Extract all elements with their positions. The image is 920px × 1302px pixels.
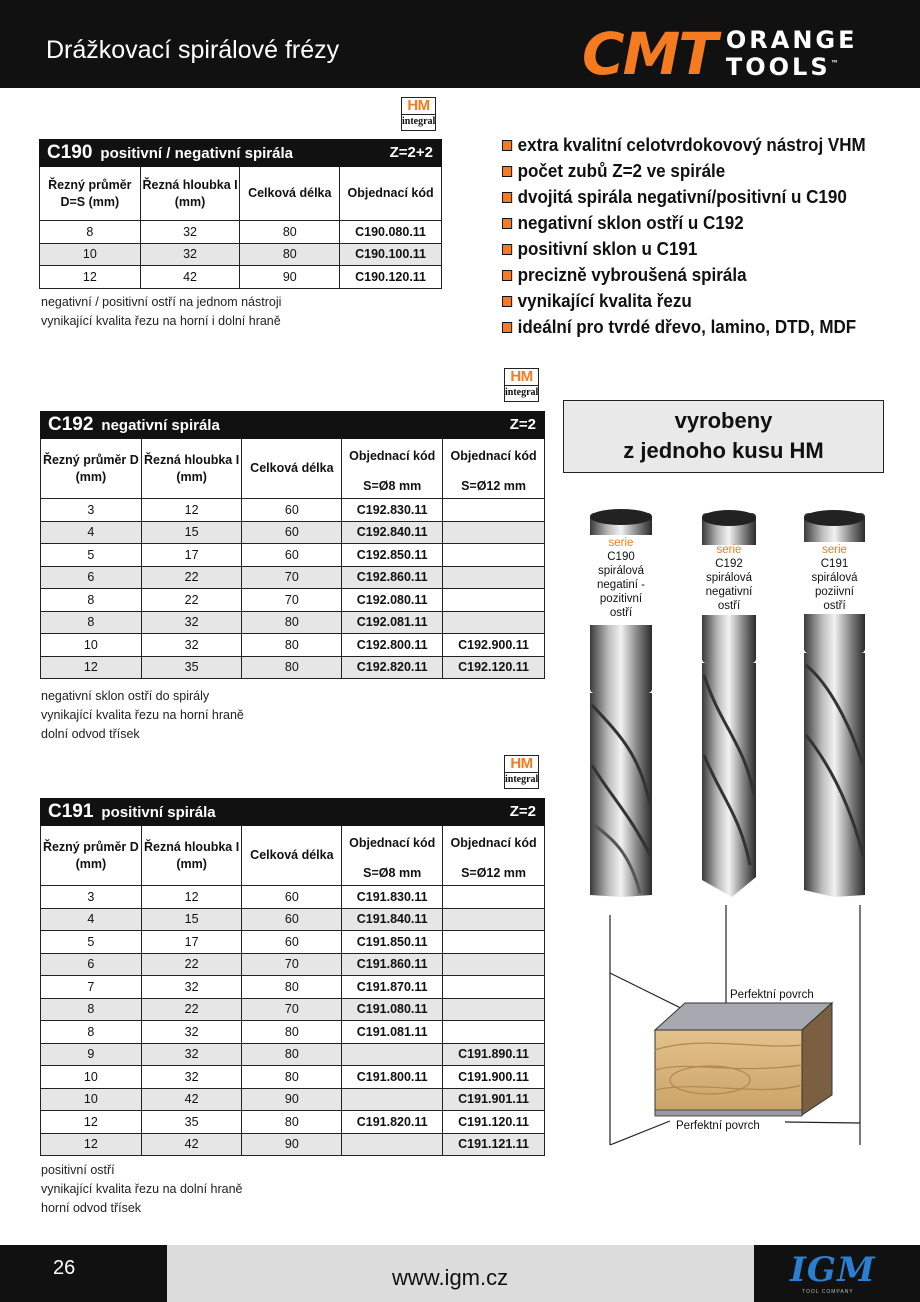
table-cell: 80 — [242, 656, 342, 679]
table-row — [41, 589, 545, 612]
bullet-square-icon — [502, 192, 512, 203]
table-cell: 90 — [242, 1088, 342, 1111]
table-row — [41, 1066, 545, 1089]
table-cell: 12 — [141, 886, 242, 909]
hm-integral-badge: HM integral — [401, 97, 436, 131]
bullet-square-icon — [502, 244, 512, 255]
igm-logo: IGM — [790, 1250, 876, 1290]
table-cell: 80 — [242, 634, 342, 657]
table-cell: 80 — [240, 221, 340, 244]
feature-item: precizně vybroušená spirála — [502, 262, 866, 288]
table-cell — [342, 1088, 443, 1111]
igm-logo-sub: TOOL COMPANY — [802, 1289, 854, 1295]
col-header: Celková délka — [242, 826, 342, 886]
col-header: Řezná hloubka I (mm) — [141, 439, 242, 499]
shank-header: S=Ø8 mm — [342, 475, 443, 499]
table-cell — [443, 998, 545, 1021]
table-cell — [443, 566, 545, 589]
table-cell: 12 — [41, 1133, 142, 1156]
table-cell: 60 — [242, 908, 342, 931]
table-cell: C192.800.11 — [342, 634, 443, 657]
bullet-square-icon — [502, 140, 512, 151]
table-row — [41, 1021, 545, 1044]
col-header: Řezný průměr D (mm) — [41, 439, 142, 499]
table-cell — [443, 499, 545, 522]
table-cell: 6 — [41, 953, 142, 976]
table-cell: 32 — [141, 1021, 242, 1044]
page-header — [0, 0, 920, 88]
wood-block — [655, 1003, 832, 1116]
table-row — [41, 499, 545, 522]
table-cell: C192.081.11 — [342, 611, 443, 634]
table-cell: 17 — [141, 544, 242, 567]
table-cell: 15 — [141, 908, 242, 931]
surface-bottom-label: Perfektní povrch — [676, 1120, 760, 1132]
footer-url-block — [167, 1245, 754, 1302]
table-cell: C192.850.11 — [342, 544, 443, 567]
table-cell: 80 — [242, 976, 342, 999]
table-cell: 60 — [242, 931, 342, 954]
c192-table — [40, 411, 545, 679]
col-header: Celková délka — [242, 439, 342, 499]
col-header: Objednací kód — [342, 439, 443, 475]
table-cell: C191.890.11 — [443, 1043, 545, 1066]
table-cell — [443, 589, 545, 612]
table-cell: 22 — [141, 566, 242, 589]
table-cell: 35 — [141, 656, 242, 679]
feature-item: extra kvalitní celotvrdokovový nástroj VHM — [502, 132, 866, 158]
tool-label-c191: serie C191 spirálová poziivní ostří — [811, 544, 858, 612]
table-cell: 80 — [242, 611, 342, 634]
col-header: Objednací kód — [342, 826, 443, 862]
table-cell: C192.860.11 — [342, 566, 443, 589]
table-cell: 42 — [140, 266, 240, 289]
cmt-logo-sub — [725, 26, 858, 81]
footer-page-block — [0, 1245, 167, 1302]
col-header: Řezná hloubka I (mm) — [141, 826, 242, 886]
table-cell: 60 — [242, 521, 342, 544]
table-cell: C191.870.11 — [342, 976, 443, 999]
table-cell: C192.900.11 — [443, 634, 545, 657]
table-cell: 32 — [141, 1043, 242, 1066]
table-cell — [342, 1043, 443, 1066]
shank-header: S=Ø12 mm — [443, 862, 545, 886]
table-cell — [443, 931, 545, 954]
table-row — [41, 1043, 545, 1066]
table-cell: 32 — [141, 1066, 242, 1089]
table-row — [41, 886, 545, 909]
c191-table — [40, 798, 545, 1156]
table-cell: C191.900.11 — [443, 1066, 545, 1089]
table-row — [41, 931, 545, 954]
table-row — [41, 953, 545, 976]
col-header: Řezný průměr D (mm) — [41, 826, 142, 886]
hm-integral-badge: HM integral — [504, 368, 539, 402]
table-cell — [443, 1021, 545, 1044]
table-cell: 32 — [141, 976, 242, 999]
feature-item: ideální pro tvrdé dřevo, lamino, DTD, MDF — [502, 314, 866, 340]
table-cell: 3 — [41, 499, 142, 522]
bullet-square-icon — [502, 218, 512, 229]
table-cell: 32 — [141, 611, 242, 634]
table-cell: C192.840.11 — [342, 521, 443, 544]
table-row — [41, 611, 545, 634]
col-header: Objednací kód — [340, 167, 442, 221]
shank-header: S=Ø8 mm — [342, 862, 443, 886]
bullet-square-icon — [502, 296, 512, 307]
table-cell: 3 — [41, 886, 142, 909]
table-row — [40, 266, 442, 289]
feature-item: positivní sklon u C191 — [502, 236, 866, 262]
table-cell: 8 — [41, 589, 142, 612]
feature-list — [502, 132, 897, 340]
cmt-logo-tools: TOOLS™ — [725, 53, 839, 81]
table-cell: 17 — [141, 931, 242, 954]
table-cell: 10 — [40, 243, 141, 266]
cmt-logo-word: CMT — [582, 20, 716, 88]
table-row — [41, 976, 545, 999]
table-cell: C191.860.11 — [342, 953, 443, 976]
table-row — [41, 1088, 545, 1111]
hm-integral-badge: HM integral — [504, 755, 539, 789]
table-row — [41, 908, 545, 931]
table-cell: C192.080.11 — [342, 589, 443, 612]
bullet-square-icon — [502, 166, 512, 177]
table-cell: 7 — [41, 976, 142, 999]
table-cell: 10 — [41, 1088, 142, 1111]
table-cell: 70 — [242, 589, 342, 612]
c190-notes: negativní / positivní ostří na jednom nástroji vynikající kvalita řezu na horní i dolní hraně — [41, 295, 282, 328]
table-cell: C191.830.11 — [342, 886, 443, 909]
table-row — [41, 656, 545, 679]
feature-item: negativní sklon ostří u C192 — [502, 210, 866, 236]
table-cell: 80 — [242, 1111, 342, 1134]
table-cell: 8 — [41, 1021, 142, 1044]
table-row — [41, 998, 545, 1021]
table-cell: 80 — [242, 1043, 342, 1066]
table-cell: C191.080.11 — [342, 998, 443, 1021]
table-cell: C191.901.11 — [443, 1088, 545, 1111]
bullet-square-icon — [502, 270, 512, 281]
table-cell: 22 — [141, 998, 242, 1021]
table-cell: 5 — [41, 544, 142, 567]
col-header: Řezná hloubka I (mm) — [140, 167, 240, 221]
table-cell: 32 — [140, 243, 240, 266]
table-row — [41, 634, 545, 657]
table-cell: 60 — [242, 544, 342, 567]
table-cell: 32 — [141, 634, 242, 657]
table-cell: 5 — [41, 931, 142, 954]
c190-table — [39, 139, 442, 289]
table-cell: 4 — [41, 521, 142, 544]
table-cell: C191.820.11 — [342, 1111, 443, 1134]
table-cell: C191.120.11 — [443, 1111, 545, 1134]
table-cell: 8 — [41, 998, 142, 1021]
tool-label-c190: serie C190 spirálová negatiní - pozitivní ostří — [597, 537, 645, 619]
table-cell: 15 — [141, 521, 242, 544]
website-link[interactable]: www.igm.cz — [392, 1265, 509, 1290]
table-cell — [443, 521, 545, 544]
c192-table-title: C192 negativní spirála Z=2 — [41, 412, 545, 439]
table-cell: C192.830.11 — [342, 499, 443, 522]
c192-notes: negativní sklon ostří do spirály vynikající kvalita řezu na horní hraně dolní odvod třísek — [41, 689, 244, 741]
table-row — [41, 544, 545, 567]
table-row — [41, 521, 545, 544]
table-cell: C192.120.11 — [443, 656, 545, 679]
table-cell: 10 — [41, 1066, 142, 1089]
c191-notes: positivní ostří vynikající kvalita řezu na dolní hraně horní odvod třísek — [41, 1163, 243, 1215]
table-row — [41, 566, 545, 589]
shank-header: S=Ø12 mm — [443, 475, 545, 499]
table-cell: 35 — [141, 1111, 242, 1134]
col-header: Objednací kód — [443, 826, 545, 862]
feature-item: vynikající kvalita řezu — [502, 288, 866, 314]
table-cell: C190.120.11 — [340, 266, 442, 289]
table-cell — [342, 1133, 443, 1156]
c191-table-title: C191 positivní spirála Z=2 — [41, 799, 545, 826]
col-header: Celková délka — [240, 167, 340, 221]
table-cell: 90 — [240, 266, 340, 289]
table-cell — [443, 953, 545, 976]
table-cell: 70 — [242, 998, 342, 1021]
table-cell: 80 — [242, 1021, 342, 1044]
table-cell — [443, 544, 545, 567]
table-cell: 8 — [40, 221, 141, 244]
table-cell: 90 — [242, 1133, 342, 1156]
col-header: Řezný průměr D=S (mm) — [40, 167, 141, 221]
table-cell: C192.820.11 — [342, 656, 443, 679]
feature-item: dvojitá spirála negativní/positivní u C190 — [502, 184, 866, 210]
table-cell: C191.850.11 — [342, 931, 443, 954]
table-cell: C190.080.11 — [340, 221, 442, 244]
table-cell: 42 — [141, 1088, 242, 1111]
table-cell: 22 — [141, 953, 242, 976]
table-cell — [443, 976, 545, 999]
table-cell: C191.121.11 — [443, 1133, 545, 1156]
table-cell: 12 — [41, 1111, 142, 1134]
table-cell: 12 — [41, 656, 142, 679]
table-cell: 22 — [141, 589, 242, 612]
c190-table-title: C190 positivní / negativní spirála Z=2+2 — [40, 140, 442, 167]
cmt-logo — [582, 20, 858, 88]
page-number: 26 — [53, 1257, 76, 1279]
table-cell: C190.100.11 — [340, 243, 442, 266]
table-cell — [443, 611, 545, 634]
table-cell: 32 — [140, 221, 240, 244]
table-cell: 80 — [242, 1066, 342, 1089]
table-row — [41, 1133, 545, 1156]
table-cell: 10 — [41, 634, 142, 657]
table-row — [41, 1111, 545, 1134]
table-cell: C191.840.11 — [342, 908, 443, 931]
col-header: Objednací kód — [443, 439, 545, 475]
table-cell: 70 — [242, 566, 342, 589]
table-cell: 60 — [242, 499, 342, 522]
table-cell — [443, 908, 545, 931]
page-title: Drážkovací spirálové frézy — [46, 36, 340, 64]
table-row — [40, 221, 442, 244]
table-cell: 4 — [41, 908, 142, 931]
table-cell: 8 — [41, 611, 142, 634]
table-cell: 42 — [141, 1133, 242, 1156]
table-cell: 6 — [41, 566, 142, 589]
table-cell: 12 — [141, 499, 242, 522]
surface-top-label: Perfektní povrch — [730, 989, 814, 1001]
table-cell — [443, 886, 545, 909]
cmt-logo-orange: ORANGE — [725, 26, 858, 54]
made-from-hm-box: vyrobeny z jednoho kusu HM — [563, 400, 884, 473]
table-cell: 80 — [240, 243, 340, 266]
table-cell: 70 — [242, 953, 342, 976]
table-cell: C191.081.11 — [342, 1021, 443, 1044]
table-row — [40, 243, 442, 266]
tool-label-c192: serie C192 spirálová negativní ostří — [705, 544, 753, 612]
table-cell: 12 — [40, 266, 141, 289]
table-cell: 9 — [41, 1043, 142, 1066]
feature-item: počet zubů Z=2 ve spirále — [502, 158, 866, 184]
bullet-square-icon — [502, 322, 512, 333]
table-cell: 60 — [242, 886, 342, 909]
table-cell: C191.800.11 — [342, 1066, 443, 1089]
